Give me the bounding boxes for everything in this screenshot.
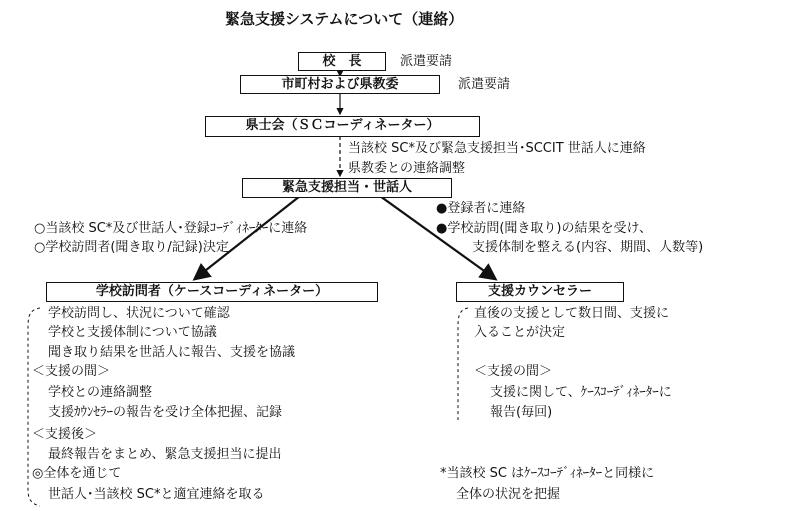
right-item: *当該校 SC はｹｰｽｺｰﾃﾞｨﾈｰﾀｰと同様に	[440, 466, 655, 481]
left-note-2: ○学校訪問者(聞き取り/記録)決定	[34, 240, 229, 255]
association-box: 県士会（ＳＣコーディネーター）	[205, 116, 480, 137]
emergency-support-box: 緊急支援担当・世話人	[242, 178, 452, 198]
dispatch-request-label-2: 派遣要請	[458, 77, 511, 92]
left-item: 世話人･当該校 SC*と適宜連絡を取る	[48, 487, 265, 502]
left-item: 最終報告をまとめ、緊急支援担当に提出	[48, 447, 282, 462]
left-item: 学校訪問し、状況について確認	[48, 306, 230, 321]
contact-note-2: 県教委との連絡調整	[348, 161, 466, 176]
right-item: ＜支援の間＞	[474, 364, 553, 379]
arrow-emergency-to-visitor	[196, 196, 300, 278]
left-item: 学校との連絡調整	[48, 385, 153, 400]
left-note-1: ○当該校 SC*及び世話人･登録ｺｰﾃﾞｨﾈｰﾀｰに連絡	[34, 221, 308, 236]
left-item: 支援ｶｳﾝｾﾗｰの報告を受け全体把握、記録	[48, 405, 283, 420]
right-note-1: ●登録者に連絡	[436, 201, 526, 216]
principal-box: 校 長	[298, 52, 386, 71]
right-note-3: 支援体制を整える(内容、期間、人数等)	[472, 240, 704, 255]
contact-note-1: 当該校 SC*及び緊急支援担当･SCCIT 世話人に連絡	[348, 141, 646, 156]
right-item: 支援に関して、ｹｰｽｺｰﾃﾞｨﾈｰﾀｰに	[490, 385, 672, 400]
left-item: 学校と支援体制について協議	[48, 325, 217, 340]
right-item: 入ることが決定	[474, 325, 566, 340]
right-item: 全体の状況を把握	[456, 487, 561, 502]
left-item: ◎全体を通じて	[32, 466, 122, 481]
right-item: 直後の支援として数日間、支援に	[474, 306, 670, 321]
right-item: 報告(毎回)	[490, 405, 553, 420]
left-item: ＜支援後＞	[32, 427, 98, 442]
page-title: 緊急支援システムについて（連絡）	[225, 10, 464, 28]
school-visitor-box: 学校訪問者（ケースコーディネーター）	[46, 282, 378, 302]
right-note-2: ●学校訪問(聞き取り)の結果を受け、	[436, 221, 652, 236]
left-item: ＜支援の間＞	[32, 364, 111, 379]
support-counselor-box: 支援カウンセラー	[456, 282, 624, 302]
right-column-bracket	[458, 308, 468, 420]
municipal-box: 市町村および県教委	[240, 75, 440, 94]
left-item: 聞き取り結果を世話人に報告、支援を協議	[48, 345, 296, 360]
dispatch-request-label-1: 派遣要請	[400, 54, 453, 69]
